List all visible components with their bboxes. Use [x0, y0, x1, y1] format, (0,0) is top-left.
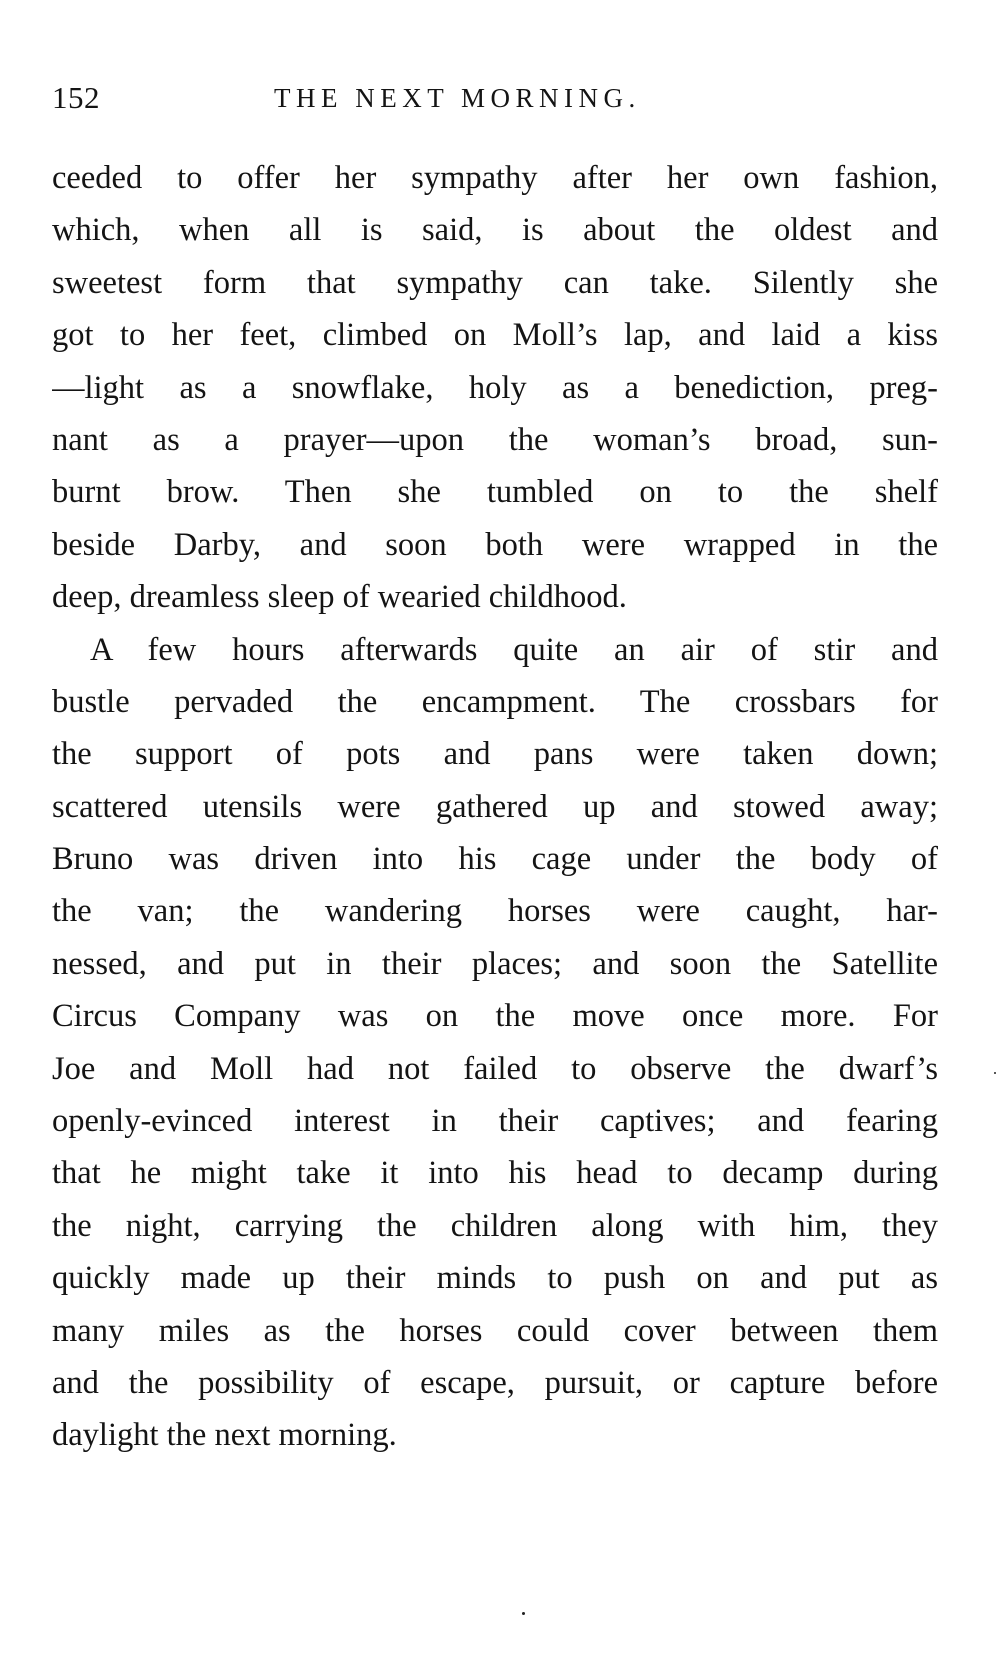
text-line: which, when all is said, is about the oldest and	[52, 212, 938, 249]
text-line: the night, carrying the children along with him, they	[52, 1207, 938, 1244]
text-line: beside Darby, and soon both were wrapped in the	[52, 526, 938, 563]
text-line: Bruno was driven into his cage under the body of	[52, 841, 938, 878]
text-line: ceeded to offer her sympathy after her own fashion,	[52, 160, 938, 196]
text-line: daylight the next morning.	[52, 1417, 397, 1454]
text-line: nessed, and put in their places; and soon the Satellite	[52, 945, 938, 982]
text-line: quickly made up their minds to push on and put as	[52, 1260, 938, 1297]
text-line: burnt brow. Then she tumbled on to the shelf	[52, 474, 938, 511]
text-line: got to her feet, climbed on Moll’s lap, and laid a kiss	[52, 317, 938, 354]
text-line: Joe and Moll had not failed to observe the dwarf’s	[52, 1050, 938, 1087]
text-line: Circus Company was on the move once more. For	[52, 998, 938, 1035]
text-line: A few hours afterwards quite an air of stir and	[90, 631, 938, 668]
text-line: nant as a prayer—upon the woman’s broad, sun-	[52, 421, 938, 458]
text-line: the van; the wandering horses were caught, har-	[52, 893, 938, 930]
text-line: the support of pots and pans were taken down;	[52, 736, 938, 773]
text-line: —light as a snowflake, holy as a benediction, preg-	[52, 369, 938, 406]
page-number: 152	[52, 80, 100, 115]
running-head	[52, 78, 938, 118]
text-line: many miles as the horses could cover between them	[52, 1312, 938, 1349]
body-text	[52, 152, 938, 1462]
text-line: deep, dreamless sleep of wearied childhood.	[52, 579, 627, 616]
text-line: sweetest form that sympathy can take. Silently she	[52, 264, 938, 301]
text-line: bustle pervaded the encampment. The crossbars for	[52, 683, 938, 720]
running-title: THE NEXT MORNING.	[274, 83, 641, 113]
text-line: scattered utensils were gathered up and stowed away;	[52, 788, 938, 825]
print-speck	[522, 1612, 525, 1615]
paragraph-1	[52, 152, 938, 624]
paragraph-2	[52, 624, 938, 1462]
print-speck	[994, 1072, 996, 1074]
text-line: and the possibility of escape, pursuit, or capture before	[52, 1364, 938, 1401]
text-line: that he might take it into his head to decamp during	[52, 1155, 938, 1192]
text-line: openly-evinced interest in their captives; and fearing	[52, 1103, 938, 1140]
